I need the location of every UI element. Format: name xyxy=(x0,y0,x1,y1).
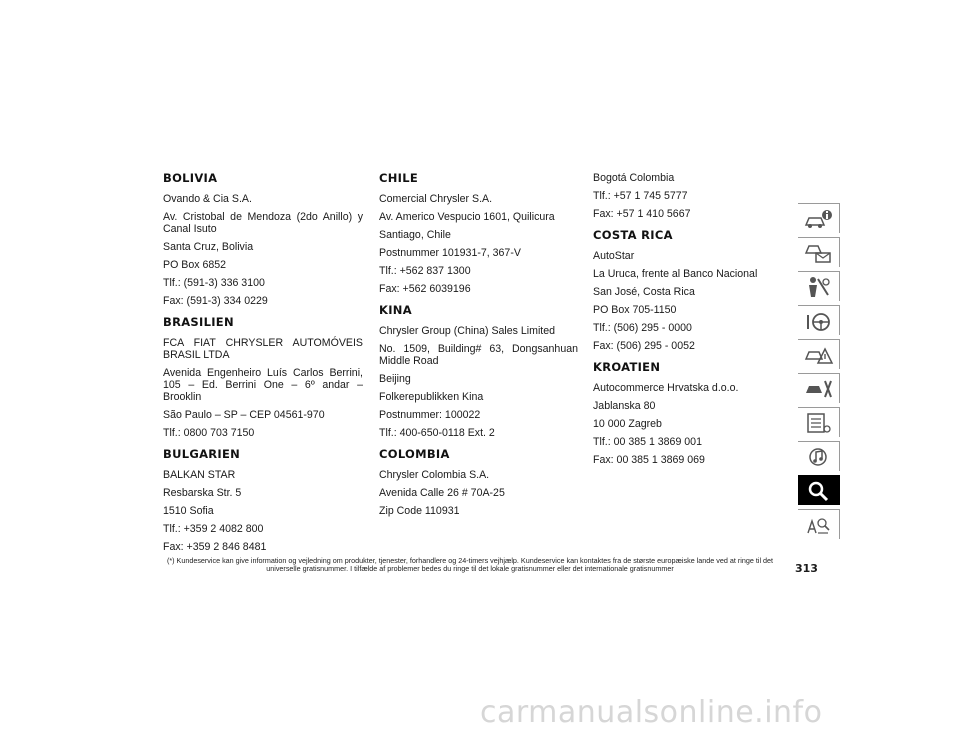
car-mail-icon xyxy=(804,241,834,265)
text-line: PO Box 705-1150 xyxy=(593,304,677,316)
search-icon xyxy=(804,479,834,503)
text-line: Tlf.: +562 837 1300 xyxy=(379,265,471,277)
text-line: Av. Americo Vespucio 1601, Quilicura xyxy=(379,211,555,223)
text-line: La Uruca, frente al Banco Nacional xyxy=(593,268,758,280)
text-line: Beijing xyxy=(379,373,411,385)
text-line: Tlf.: 00 385 1 3869 001 xyxy=(593,436,702,448)
section-heading-bolivia: BOLIVIA xyxy=(163,171,218,185)
text-line: Avenida Engenheiro Luís Carlos Berrini, 105 – Ed. Berrini One – 6º andar – Brooklin xyxy=(163,367,363,403)
text-line: Resbarska Str. 5 xyxy=(163,487,242,499)
text-line: Postnummer: 100022 xyxy=(379,409,481,421)
text-line: Tlf.: 400-650-0118 Ext. 2 xyxy=(379,427,495,439)
text-line: Fax: (506) 295 - 0052 xyxy=(593,340,695,352)
text-line: Folkerepublikken Kina xyxy=(379,391,484,403)
text-line: Av. Cristobal de Mendoza (2do Anillo) y Canal Isuto xyxy=(163,211,363,235)
text-line: 1510 Sofia xyxy=(163,505,214,517)
tab-list[interactable] xyxy=(798,407,840,437)
column-1 xyxy=(163,172,363,559)
tab-car-service[interactable] xyxy=(798,373,840,403)
section-heading-kroatien: KROATIEN xyxy=(593,360,661,374)
section-heading-costa-rica: COSTA RICA xyxy=(593,228,673,242)
text-line: Fax: 00 385 1 3869 069 xyxy=(593,454,705,466)
list-icon xyxy=(804,411,834,435)
text-line: Avenida Calle 26 # 70A-25 xyxy=(379,487,505,499)
tab-steering[interactable] xyxy=(798,305,840,335)
steering-wheel-icon xyxy=(804,309,834,333)
text-line: Zip Code 110931 xyxy=(379,505,460,517)
text-line: Tlf.: (591-3) 336 3100 xyxy=(163,277,265,289)
page-number: 313 xyxy=(795,562,818,575)
text-line: Ovando & Cia S.A. xyxy=(163,193,252,205)
tab-music[interactable] xyxy=(798,441,840,471)
text-line: Autocommerce Hrvatska d.o.o. xyxy=(593,382,739,394)
text-line: FCA FIAT CHRYSLER AUTOMÓVEIS BRASIL LTDA xyxy=(163,337,363,361)
car-warning-icon xyxy=(804,343,834,367)
footnote: (*) Kundeservice kan give information og vejledning om produkter, tjenester, forhandlere og 24-timers vejhjælp. Kundeservice kan kontaktes fra de største europæiske lande ved at ringe til det universelle gratisnummer. I tilfælde af problemer bedes du ringe til det lokale gratisnummer eller det internationale gratisnummer xyxy=(166,556,774,573)
section-heading-chile: CHILE xyxy=(379,171,419,185)
text-line: Tlf.: +359 2 4082 800 xyxy=(163,523,264,535)
tab-search[interactable] xyxy=(798,475,840,505)
text-line: Chrysler Group (China) Sales Limited xyxy=(379,325,556,337)
text-line: San José, Costa Rica xyxy=(593,286,695,298)
text-line: Fax: +562 6039196 xyxy=(379,283,471,295)
text-line: 10 000 Zagreb xyxy=(593,418,662,430)
text-line: Postnummer 101931-7, 367-V xyxy=(379,247,521,259)
section-heading-colombia: COLOMBIA xyxy=(379,447,450,461)
tab-car-info[interactable] xyxy=(798,203,840,233)
text-line: No. 1509, Building# 63, Dongsanhuan Middle Road xyxy=(379,343,578,367)
text-line: Tlf.: +57 1 745 5777 xyxy=(593,190,688,202)
text-line: PO Box 6852 xyxy=(163,259,227,271)
tab-index[interactable] xyxy=(798,509,840,539)
chapter-tabs xyxy=(798,203,840,543)
text-line: Bogotá Colombia xyxy=(593,172,675,184)
text-line: Santiago, Chile xyxy=(379,229,451,241)
music-icon xyxy=(804,445,834,469)
text-line: Comercial Chrysler S.A. xyxy=(379,193,493,205)
text-line: Fax: +359 2 846 8481 xyxy=(163,541,267,553)
car-service-icon xyxy=(804,377,834,401)
tab-car-mail[interactable] xyxy=(798,237,840,267)
text-line: Jablanska 80 xyxy=(593,400,656,412)
text-line: São Paulo – SP – CEP 04561-970 xyxy=(163,409,325,421)
tab-car-warning[interactable] xyxy=(798,339,840,369)
section-heading-bulgarien: BULGARIEN xyxy=(163,447,241,461)
tab-seatbelt[interactable] xyxy=(798,271,840,301)
column-2 xyxy=(379,172,578,523)
text-line: Santa Cruz, Bolivia xyxy=(163,241,254,253)
car-info-icon xyxy=(804,207,834,231)
text-line: Tlf.: 0800 703 7150 xyxy=(163,427,255,439)
column-3 xyxy=(593,172,783,472)
text-line: AutoStar xyxy=(593,250,635,262)
seatbelt-icon xyxy=(804,275,834,299)
text-line: Fax: +57 1 410 5667 xyxy=(593,208,691,220)
text-line: Chrysler Colombia S.A. xyxy=(379,469,490,481)
text-line: Tlf.: (506) 295 - 0000 xyxy=(593,322,692,334)
index-icon xyxy=(804,513,834,537)
watermark: carmanualsonline.info xyxy=(480,695,823,730)
section-heading-brasilien: BRASILIEN xyxy=(163,315,234,329)
text-line: Fax: (591-3) 334 0229 xyxy=(163,295,268,307)
section-heading-kina: KINA xyxy=(379,303,412,317)
text-line: BALKAN STAR xyxy=(163,469,236,481)
